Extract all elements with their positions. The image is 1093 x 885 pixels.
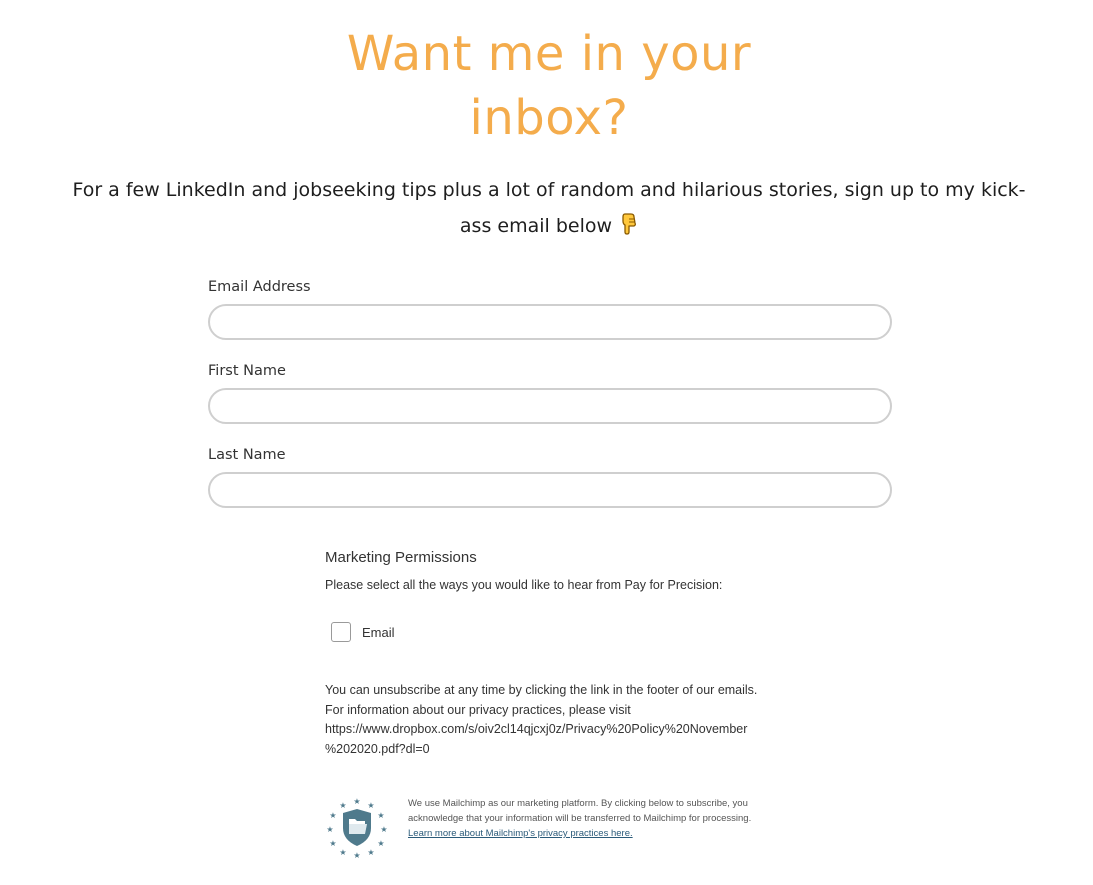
page-headline xyxy=(0,22,1093,150)
svg-text:★: ★ xyxy=(329,839,337,848)
marketing-permissions-description: Please select all the ways you would like to hear from Pay for Precision: xyxy=(325,578,723,592)
svg-text:★: ★ xyxy=(353,797,361,806)
gdpr-shield-badge-icon xyxy=(326,796,388,858)
email-label: Email Address xyxy=(208,279,311,295)
email-permission-checkbox[interactable] xyxy=(331,622,351,642)
svg-text:★: ★ xyxy=(377,839,385,848)
svg-text:★: ★ xyxy=(353,851,361,858)
svg-text:★: ★ xyxy=(326,825,334,834)
intro-paragraph xyxy=(60,172,1038,247)
svg-text:★: ★ xyxy=(380,825,388,834)
mailchimp-privacy-link[interactable]: Learn more about Mailchimp's privacy practices here. xyxy=(408,828,633,839)
first-name-input[interactable] xyxy=(208,388,892,424)
svg-text:★: ★ xyxy=(329,811,337,820)
mailchimp-notice-text: We use Mailchimp as our marketing platform. By clicking below to subscribe, you acknowledge that your information will be transferred to Mailchimp for processing. xyxy=(408,798,752,824)
legal-line-1: You can unsubscribe at any time by clicking the link in the footer of our emails. xyxy=(325,683,758,697)
pointing-down-hand-icon xyxy=(620,211,638,247)
email-permission-label[interactable]: Email xyxy=(362,624,395,640)
unsubscribe-privacy-notice xyxy=(325,681,795,759)
email-input[interactable] xyxy=(208,304,892,340)
headline-line-1: Want me in your xyxy=(346,26,752,82)
svg-text:★: ★ xyxy=(377,811,385,820)
email-permission-option[interactable] xyxy=(331,620,395,644)
svg-text:★: ★ xyxy=(367,848,375,857)
legal-line-2: For information about our privacy practices, please visit xyxy=(325,702,631,717)
headline-line-2: inbox? xyxy=(469,90,629,146)
privacy-url-line-2: %202020.pdf?dl=0 xyxy=(325,741,430,756)
last-name-label: Last Name xyxy=(208,447,286,463)
svg-text:★: ★ xyxy=(339,848,347,857)
svg-text:★: ★ xyxy=(339,801,347,810)
last-name-input[interactable] xyxy=(208,472,892,508)
privacy-url-line-1: https://www.dropbox.com/s/oiv2cl14qjcxj0z/Privacy%20Policy%20November xyxy=(325,722,748,736)
marketing-permissions-title: Marketing Permissions xyxy=(325,549,477,566)
first-name-label: First Name xyxy=(208,363,286,379)
svg-text:★: ★ xyxy=(367,801,375,810)
mailchimp-notice xyxy=(408,796,788,841)
intro-text: For a few LinkedIn and jobseeking tips plus a lot of random and hilarious stories, sign up to my kick-ass email below xyxy=(72,179,1026,237)
